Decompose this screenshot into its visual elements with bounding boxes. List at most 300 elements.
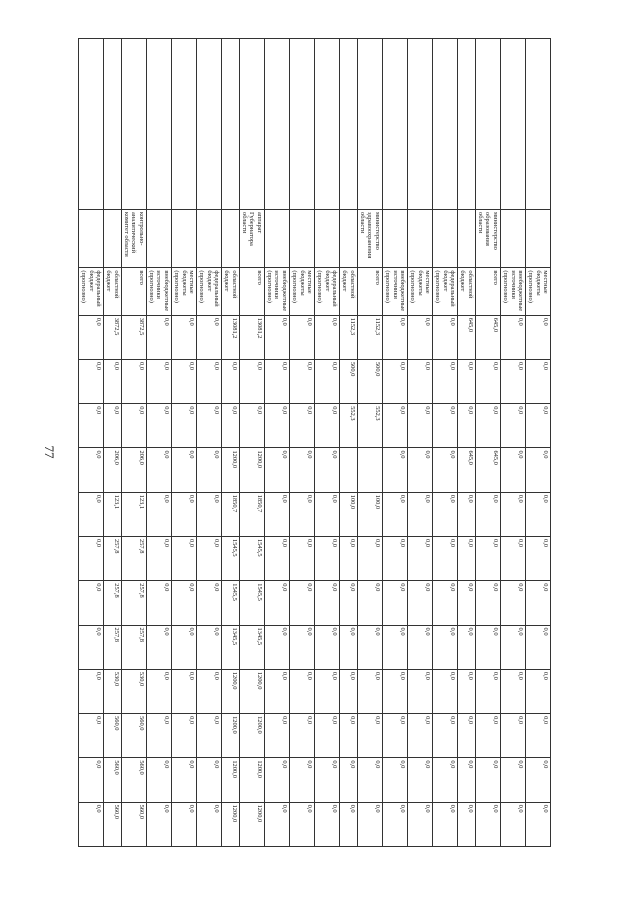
value-cell: 0,0 (475, 359, 500, 403)
value-cell: 0,0 (357, 758, 382, 802)
source-cell: областной бюджет (103, 268, 121, 315)
source-cell: местные бюджеты (прогнозно) (289, 268, 314, 315)
value-cell: 1200,0 (239, 714, 264, 758)
value-cell: 500,0 (340, 359, 358, 403)
value-cell: 257,8 (121, 537, 146, 581)
first-cell (146, 39, 171, 210)
value-cell: 0,0 (78, 448, 103, 492)
value-cell: 1200,0 (239, 758, 264, 802)
value-cell: 0,0 (264, 758, 289, 802)
value-cell: 0,0 (146, 669, 171, 713)
value-cell: 0,0 (289, 359, 314, 403)
table-row (407, 39, 432, 847)
value-cell: 0,0 (171, 714, 196, 758)
table-row (221, 39, 239, 847)
value-cell: 0,0 (432, 581, 457, 625)
value-cell: 100,0 (340, 492, 358, 536)
value-cell: 0,0 (340, 758, 358, 802)
budget-table (78, 38, 551, 847)
value-cell: 0,0 (289, 492, 314, 536)
page-number: 77 (42, 445, 57, 459)
value-cell: 0,0 (432, 492, 457, 536)
value-cell: 0,0 (382, 359, 407, 403)
value-cell: 0,0 (340, 802, 358, 846)
value-cell: 257,8 (103, 625, 121, 669)
value-cell: 0,0 (382, 581, 407, 625)
value-cell: 0,0 (432, 625, 457, 669)
table-row (78, 39, 103, 847)
value-cell: 0,0 (407, 714, 432, 758)
value-cell: 0,0 (525, 448, 550, 492)
value-cell: 1152,3 (357, 315, 382, 359)
first-cell (239, 39, 264, 210)
value-cell: 0,0 (500, 802, 525, 846)
value-cell: 0,0 (382, 537, 407, 581)
value-cell: 560,0 (121, 714, 146, 758)
value-cell: 0,0 (146, 537, 171, 581)
value-cell: 0,0 (289, 581, 314, 625)
first-cell (196, 39, 221, 210)
source-cell: всего (121, 268, 146, 315)
value-cell: 0,0 (382, 492, 407, 536)
table-row (121, 39, 146, 847)
source-cell: федеральный бюджет (прогнозно) (78, 268, 103, 315)
first-cell (525, 39, 550, 210)
value-cell: 0,0 (475, 625, 500, 669)
value-cell: 0,0 (407, 448, 432, 492)
value-cell: 560,0 (121, 802, 146, 846)
value-cell: 1545,5 (221, 537, 239, 581)
value-cell: 1200,0 (221, 802, 239, 846)
value-cell: 0,0 (500, 758, 525, 802)
value-cell: 0,0 (357, 802, 382, 846)
source-cell: местные бюджеты (прогнозно) (525, 268, 550, 315)
first-cell (407, 39, 432, 210)
first-cell (289, 39, 314, 210)
value-cell: 0,0 (121, 359, 146, 403)
value-cell: 0,0 (264, 492, 289, 536)
value-cell: 13081,2 (221, 315, 239, 359)
value-cell: 0,0 (458, 581, 476, 625)
value-cell: 0,0 (221, 404, 239, 448)
executor-cell (407, 210, 432, 268)
table-row (458, 39, 476, 847)
value-cell: 0,0 (264, 802, 289, 846)
value-cell: 0,0 (407, 758, 432, 802)
value-cell: 0,0 (500, 492, 525, 536)
value-cell: 0,0 (382, 758, 407, 802)
value-cell: 1200,0 (221, 714, 239, 758)
value-cell: 0,0 (525, 404, 550, 448)
value-cell: 1545,5 (239, 581, 264, 625)
value-cell: 1545,5 (239, 537, 264, 581)
value-cell: 0,0 (432, 758, 457, 802)
value-cell: 0,0 (171, 625, 196, 669)
value-cell: 0,0 (196, 669, 221, 713)
executor-cell (264, 210, 289, 268)
value-cell: 0,0 (340, 714, 358, 758)
value-cell: 0,0 (458, 802, 476, 846)
source-cell: федеральный бюджет (прогнозно) (432, 268, 457, 315)
value-cell: 0,0 (78, 714, 103, 758)
source-cell: всего (357, 268, 382, 315)
first-cell (221, 39, 239, 210)
value-cell: 0,0 (500, 315, 525, 359)
value-cell: 0,0 (196, 714, 221, 758)
value-cell: 0,0 (264, 315, 289, 359)
source-cell: областной бюджет (340, 268, 358, 315)
value-cell: 1200,0 (239, 802, 264, 846)
value-cell: 0,0 (78, 758, 103, 802)
executor-cell (171, 210, 196, 268)
value-cell: 0,0 (314, 404, 339, 448)
value-cell: 0,0 (171, 404, 196, 448)
value-cell: 0,0 (382, 315, 407, 359)
value-cell: 0,0 (264, 404, 289, 448)
table-row (146, 39, 171, 847)
value-cell: 0,0 (196, 625, 221, 669)
source-cell: федеральный бюджет (прогнозно) (314, 268, 339, 315)
value-cell: 0,0 (458, 492, 476, 536)
source-cell: внебюджетные источники (прогнозно) (382, 268, 407, 315)
value-cell: 0,0 (289, 802, 314, 846)
value-cell: 0,0 (475, 581, 500, 625)
value-cell: 0,0 (314, 758, 339, 802)
source-cell: внебюджетные источники (прогнозно) (146, 268, 171, 315)
value-cell: 560,0 (103, 714, 121, 758)
value-cell: 0,0 (103, 359, 121, 403)
value-cell: 0,0 (357, 714, 382, 758)
value-cell: 0,0 (289, 404, 314, 448)
value-cell: 0,0 (340, 669, 358, 713)
value-cell: 0,0 (78, 492, 103, 536)
value-cell: 530,0 (121, 669, 146, 713)
value-cell: 0,0 (314, 537, 339, 581)
value-cell: 0,0 (146, 714, 171, 758)
value-cell: 0,0 (146, 625, 171, 669)
value-cell: 0,0 (264, 714, 289, 758)
value-cell: 0,0 (432, 537, 457, 581)
value-cell: 0,0 (407, 669, 432, 713)
value-cell: 0,0 (289, 537, 314, 581)
value-cell: 0,0 (525, 492, 550, 536)
value-cell: 0,0 (78, 359, 103, 403)
value-cell: 0,0 (146, 581, 171, 625)
table-row (340, 39, 358, 847)
value-cell: 0,0 (314, 448, 339, 492)
source-cell: федеральный бюджет (прогнозно) (196, 268, 221, 315)
value-cell: 0,0 (500, 669, 525, 713)
value-cell: 3872,5 (103, 315, 121, 359)
value-cell: 257,8 (121, 625, 146, 669)
value-cell: 645,0 (458, 315, 476, 359)
executor-cell (458, 210, 476, 268)
value-cell: 0,0 (146, 359, 171, 403)
value-cell: 0,0 (407, 581, 432, 625)
executor-cell: министерство здравоохранения области (357, 210, 382, 268)
first-cell (340, 39, 358, 210)
value-cell: 0,0 (432, 714, 457, 758)
first-cell (171, 39, 196, 210)
executor-cell (340, 210, 358, 268)
value-cell: 1345,5 (239, 625, 264, 669)
value-cell: 0,0 (314, 315, 339, 359)
value-cell: 0,0 (239, 359, 264, 403)
executor-cell (78, 210, 103, 268)
table-row (289, 39, 314, 847)
value-cell: 0,0 (289, 448, 314, 492)
value-cell: 206,0 (121, 448, 146, 492)
value-cell: 0,0 (432, 404, 457, 448)
value-cell: 1200,0 (239, 448, 264, 492)
value-cell: 0,0 (196, 359, 221, 403)
executor-cell (314, 210, 339, 268)
value-cell: 500,0 (357, 359, 382, 403)
value-cell: 0,0 (196, 537, 221, 581)
value-cell: 0,0 (146, 404, 171, 448)
table-row (432, 39, 457, 847)
value-cell: 0,0 (475, 802, 500, 846)
value-cell: 0,0 (196, 492, 221, 536)
value-cell: 645,0 (458, 448, 476, 492)
value-cell: 0,0 (171, 492, 196, 536)
value-cell: 0,0 (432, 448, 457, 492)
first-cell (121, 39, 146, 210)
value-cell: 0,0 (171, 315, 196, 359)
first-cell (314, 39, 339, 210)
table-row (264, 39, 289, 847)
value-cell: 0,0 (407, 625, 432, 669)
value-cell: 1200,0 (221, 669, 239, 713)
value-cell: 0,0 (382, 714, 407, 758)
executor-cell (525, 210, 550, 268)
value-cell: 0,0 (221, 359, 239, 403)
source-cell: областной бюджет (221, 268, 239, 315)
value-cell: 1850,7 (239, 492, 264, 536)
value-cell: 0,0 (525, 714, 550, 758)
value-cell: 0,0 (78, 669, 103, 713)
value-cell: 560,0 (121, 758, 146, 802)
value-cell: 1345,5 (221, 625, 239, 669)
value-cell: 0,0 (357, 537, 382, 581)
executor-cell: аппарат Губернатора области (239, 210, 264, 268)
table-row (239, 39, 264, 847)
value-cell: 0,0 (458, 404, 476, 448)
value-cell: 0,0 (458, 669, 476, 713)
value-cell: 0,0 (146, 492, 171, 536)
value-cell: 0,0 (289, 758, 314, 802)
table-row (196, 39, 221, 847)
value-cell: 0,0 (196, 802, 221, 846)
value-cell: 1850,7 (221, 492, 239, 536)
executor-cell (382, 210, 407, 268)
executor-cell (289, 210, 314, 268)
table-row (314, 39, 339, 847)
value-cell: 0,0 (264, 625, 289, 669)
value-cell: 0,0 (264, 581, 289, 625)
executor-cell (146, 210, 171, 268)
executor-cell (221, 210, 239, 268)
value-cell: 0,0 (475, 669, 500, 713)
value-cell: 257,8 (121, 581, 146, 625)
value-cell: 0,0 (500, 359, 525, 403)
value-cell: 0,0 (475, 537, 500, 581)
value-cell: 0,0 (525, 315, 550, 359)
value-cell: 0,0 (357, 669, 382, 713)
source-cell: внебюджетные источники (прогнозно) (264, 268, 289, 315)
value-cell: 0,0 (264, 448, 289, 492)
value-cell: 1545,5 (221, 581, 239, 625)
value-cell: 0,0 (78, 404, 103, 448)
value-cell: 0,0 (357, 625, 382, 669)
value-cell: 0,0 (314, 359, 339, 403)
value-cell: 0,0 (146, 802, 171, 846)
source-cell: внебюджетные источники (прогнозно) (500, 268, 525, 315)
value-cell: 0,0 (500, 581, 525, 625)
table-row (382, 39, 407, 847)
source-cell: всего (475, 268, 500, 315)
value-cell: 0,0 (171, 802, 196, 846)
value-cell: 0,0 (314, 669, 339, 713)
value-cell: 0,0 (78, 625, 103, 669)
value-cell (357, 448, 382, 492)
first-cell (500, 39, 525, 210)
first-cell (458, 39, 476, 210)
value-cell: 0,0 (289, 315, 314, 359)
value-cell: 0,0 (407, 802, 432, 846)
value-cell: 645,0 (475, 448, 500, 492)
value-cell: 0,0 (500, 625, 525, 669)
value-cell: 0,0 (525, 625, 550, 669)
value-cell: 0,0 (340, 581, 358, 625)
source-cell: областной бюджет (458, 268, 476, 315)
value-cell: 0,0 (78, 802, 103, 846)
value-cell: 0,0 (121, 404, 146, 448)
value-cell: 0,0 (475, 714, 500, 758)
value-cell: 0,0 (196, 448, 221, 492)
value-cell: 0,0 (382, 448, 407, 492)
source-cell: местные бюджеты (прогнозно) (171, 268, 196, 315)
value-cell: 0,0 (171, 669, 196, 713)
value-cell: 0,0 (357, 581, 382, 625)
value-cell: 0,0 (289, 669, 314, 713)
value-cell: 0,0 (500, 537, 525, 581)
value-cell: 0,0 (146, 315, 171, 359)
value-cell: 100,0 (357, 492, 382, 536)
executor-cell: министерство образования области (475, 210, 500, 268)
value-cell: 0,0 (103, 404, 121, 448)
value-cell: 0,0 (264, 669, 289, 713)
value-cell: 0,0 (432, 359, 457, 403)
value-cell: 0,0 (432, 802, 457, 846)
value-cell: 123,1 (121, 492, 146, 536)
value-cell: 0,0 (289, 714, 314, 758)
value-cell: 0,0 (407, 404, 432, 448)
value-cell: 257,8 (103, 537, 121, 581)
value-cell: 0,0 (458, 714, 476, 758)
value-cell: 0,0 (432, 669, 457, 713)
value-cell: 0,0 (171, 359, 196, 403)
value-cell: 0,0 (458, 758, 476, 802)
table-row (103, 39, 121, 847)
value-cell: 0,0 (525, 669, 550, 713)
value-cell: 257,8 (103, 581, 121, 625)
value-cell: 0,0 (500, 404, 525, 448)
table-body (78, 39, 550, 847)
value-cell: 0,0 (525, 359, 550, 403)
value-cell: 0,0 (407, 315, 432, 359)
value-cell: 552,3 (357, 404, 382, 448)
value-cell: 1200,0 (221, 448, 239, 492)
value-cell: 0,0 (78, 581, 103, 625)
value-cell: 13081,2 (239, 315, 264, 359)
value-cell: 0,0 (475, 492, 500, 536)
value-cell: 0,0 (196, 315, 221, 359)
first-cell (357, 39, 382, 210)
value-cell: 0,0 (146, 448, 171, 492)
value-cell: 0,0 (264, 537, 289, 581)
value-cell: 0,0 (78, 315, 103, 359)
value-cell: 123,1 (103, 492, 121, 536)
value-cell: 1152,3 (340, 315, 358, 359)
rotated-table-wrapper (80, 38, 551, 847)
value-cell: 0,0 (432, 315, 457, 359)
value-cell: 1200,0 (239, 669, 264, 713)
value-cell: 0,0 (475, 404, 500, 448)
value-cell: 0,0 (525, 581, 550, 625)
value-cell: 0,0 (458, 359, 476, 403)
value-cell: 0,0 (407, 492, 432, 536)
value-cell: 530,0 (103, 669, 121, 713)
value-cell: 0,0 (407, 359, 432, 403)
value-cell: 0,0 (340, 537, 358, 581)
value-cell: 0,0 (314, 625, 339, 669)
table-row (500, 39, 525, 847)
first-cell (475, 39, 500, 210)
executor-cell (432, 210, 457, 268)
value-cell: 0,0 (525, 758, 550, 802)
value-cell: 0,0 (314, 581, 339, 625)
value-cell: 0,0 (458, 625, 476, 669)
source-cell: всего (239, 268, 264, 315)
table-row (475, 39, 500, 847)
value-cell: 0,0 (171, 448, 196, 492)
table-row (525, 39, 550, 847)
value-cell: 560,0 (103, 758, 121, 802)
value-cell: 0,0 (146, 758, 171, 802)
value-cell: 0,0 (525, 537, 550, 581)
value-cell: 560,0 (103, 802, 121, 846)
value-cell: 0,0 (196, 758, 221, 802)
value-cell: 0,0 (239, 404, 264, 448)
first-cell (78, 39, 103, 210)
value-cell: 0,0 (475, 758, 500, 802)
value-cell: 0,0 (382, 802, 407, 846)
value-cell: 0,0 (171, 581, 196, 625)
value-cell: 0,0 (382, 625, 407, 669)
value-cell: 645,0 (475, 315, 500, 359)
value-cell: 0,0 (78, 537, 103, 581)
executor-cell (103, 210, 121, 268)
value-cell: 1200,0 (221, 758, 239, 802)
value-cell: 0,0 (314, 714, 339, 758)
first-cell (103, 39, 121, 210)
executor-cell: контрольно-аналитический комитет области (121, 210, 146, 268)
executor-cell (196, 210, 221, 268)
value-cell: 0,0 (196, 404, 221, 448)
value-cell: 0,0 (382, 404, 407, 448)
source-cell: местные бюджеты (прогнозно) (407, 268, 432, 315)
